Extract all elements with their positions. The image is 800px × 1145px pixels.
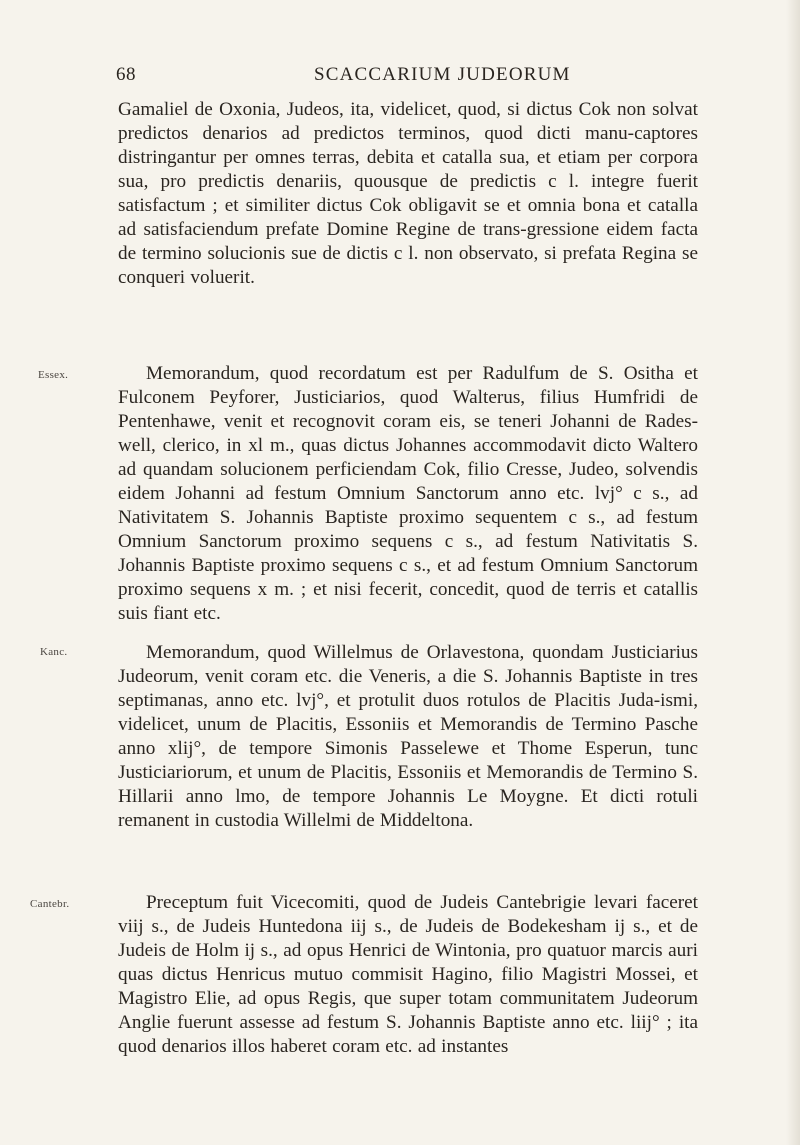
paragraph-section-2 — [118, 362, 698, 626]
paragraph-text: Gamaliel de Oxonia, Judeos, ita, videlicet, quod, si dictus Cok non solvat predictos denarios ad predictos terminos, quod dicti manu-captores distringantur per omnes terras, debita et catalla sua, et etiam per corpora sua, pro predictis denariis, quousque de predictis c l. integre fuerit satisfactum ; et similiter dictus Cok obligavit se et omnia bona et catalla ad satisfaciendum prefate Domine Regine de trans-gressione eidem facta de termino solucionis sue de dictis c l. non observato, si prefata Regina se conqueri voluerit. — [118, 99, 698, 288]
paragraph-section-3 — [118, 641, 698, 833]
margin-note-kanc: Kanc. — [40, 646, 68, 658]
paragraph-section-4 — [118, 891, 698, 1059]
page-edge-shadow — [786, 0, 800, 1145]
page-header — [116, 64, 696, 88]
margin-note-essex: Essex. — [38, 369, 69, 381]
paragraph-text: Preceptum fuit Vicecomiti, quod de Judeis Cantebrigie levari faceret viij s., de Judeis Huntedona iij s., de Judeis de Bodekesham ij s., et de Judeis de Holm ij s., ad opus Henrici de Wintonia, pro quatuor marcis auri quas dictus Henricus mutuo commisit Hagino, filio Magistri Mossei, et Magistro Elie, ad opus Regis, que super totam communitatem Judeorum Anglie fuerunt assesse ad festum S. Johannis Baptiste anno etc. liij° ; ita quod denarios illos haberet coram etc. ad instantes — [118, 892, 698, 1057]
margin-note-cantebr: Cantebr. — [30, 898, 70, 910]
page-number: 68 — [116, 64, 136, 85]
paragraph-text: Memorandum, quod recordatum est per Radulfum de S. Ositha et Fulconem Peyforer, Justiciarios, quod Walterus, filius Humfridi de Pentenhawe, venit et recognovit coram eis, se teneri Johanni de Rades-well, clerico, in xl m., quas dictus Johannes accommodavit dicto Waltero ad quandam solucionem perficiendam Cok, filio Cresse, Judeo, solvendis eidem Johanni ad festum Omnium Sanctorum anno etc. lvj° c s., ad Nativitatem S. Johannis Baptiste proximo sequentem c s., ad festum Omnium Sanctorum proximo sequens c s., ad festum Nativitatis S. Johannis Baptiste proximo sequens c s., et ad festum Omnium Sanctorum proximo sequens x m. ; et nisi fecerit, concedit, quod de terris et catallis suis fiant etc. — [118, 363, 698, 624]
paragraph-section-1 — [118, 98, 698, 290]
paragraph-text: Memorandum, quod Willelmus de Orlavestona, quondam Justiciarius Judeorum, venit coram etc. die Veneris, a die S. Johannis Baptiste in tres septimanas, anno etc. lvj°, et protulit duos rotulos de Placitis Juda-ismi, videlicet, unum de Placitis, Essoniis et Memorandis de Termino Pasche anno xlij°, de tempore Simonis Passelewe et Thome Esperun, tunc Justiciariorum, et unum de Placitis, Essoniis et Memorandis de Termino S. Hillarii anno lmo, de tempore Johannis Le Moygne. Et dicti rotuli remanent in custodia Willelmi de Middeltona. — [118, 642, 698, 831]
running-title: SCACCARIUM JUDEORUM — [314, 64, 571, 85]
